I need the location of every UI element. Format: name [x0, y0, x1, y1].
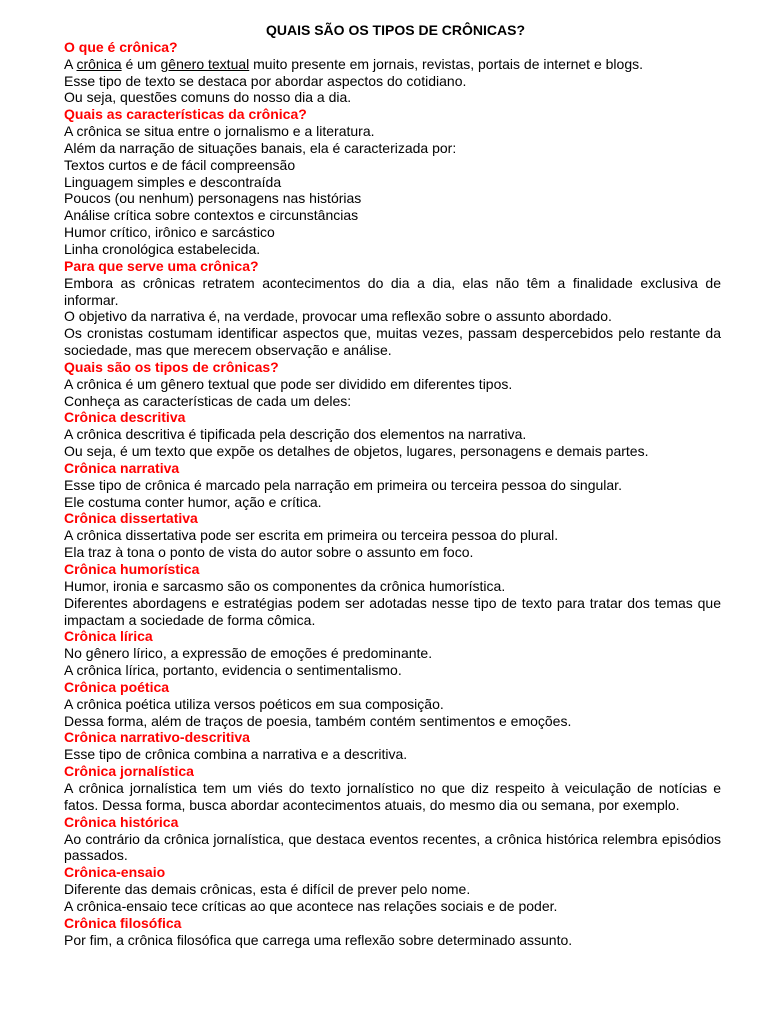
section-heading: O que é crônica?: [64, 38, 178, 55]
paragraph: A crônica lírica, portanto, evidencia o sentimentalismo.: [64, 662, 402, 679]
paragraph: Humor crítico, irônico e sarcástico: [64, 224, 275, 241]
section: [64, 409, 721, 460]
section-heading: Crônica dissertativa: [64, 510, 198, 527]
paragraph: A crônica é um gênero textual que pode ser dividido em diferentes tipos.: [64, 375, 513, 392]
paragraph: Além da narração de situações banais, ela é caracterizada por:: [64, 139, 457, 156]
section: [64, 763, 721, 814]
paragraph: Diferentes abordagens e estratégias podem ser adotadas nesse tipo de texto para tratar dos temas que impactam a sociedade de forma cômica.: [64, 594, 721, 628]
paragraph: A crônica se situa entre o jornalismo e a literatura.: [64, 123, 375, 140]
section: [64, 510, 721, 561]
paragraph: A crônica poética utiliza versos poéticos em sua composição.: [64, 695, 444, 712]
section-heading: Para que serve uma crônica?: [64, 257, 259, 274]
paragraph: Ele costuma conter humor, ação e crítica.: [64, 493, 322, 510]
section: [64, 915, 721, 949]
paragraph: O objetivo da narrativa é, na verdade, provocar uma reflexão sobre o assunto abordado.: [64, 308, 612, 325]
section-heading: Quais são os tipos de crônicas?: [64, 358, 279, 375]
section-heading: Crônica narrativo-descritiva: [64, 729, 250, 746]
section-heading: Crônica narrativa: [64, 459, 180, 476]
paragraph: Por fim, a crônica filosófica que carrega uma reflexão sobre determinado assunto.: [64, 931, 573, 948]
paragraph: Ela traz à tona o ponto de vista do autor sobre o assunto em foco.: [64, 544, 474, 561]
section-heading: Crônica descritiva: [64, 409, 186, 426]
intro-first-line: [64, 56, 721, 73]
paragraph: A crônica descritiva é tipificada pela descrição dos elementos na narrativa.: [64, 426, 527, 443]
section-heading: Crônica humorística: [64, 561, 200, 577]
section-intro: [64, 39, 721, 106]
paragraph: Linguagem simples e descontraída: [64, 173, 282, 190]
paragraph: Diferente das demais crônicas, esta é difícil de prever pelo nome.: [64, 881, 471, 898]
paragraph: Conheça as características de cada um deles:: [64, 392, 352, 409]
paragraph: Esse tipo de texto se destaca por abordar aspectos do cotidiano.: [64, 72, 467, 89]
paragraph: Embora as crônicas retratem acontecimentos do dia a dia, elas não têm a finalidade exclusiva de informar.: [64, 274, 721, 308]
paragraph: Esse tipo de crônica combina a narrativa e a descritiva.: [64, 746, 408, 763]
text-span: muito presente em jornais, revistas, portais de internet e blogs.: [249, 55, 643, 72]
section: [64, 729, 721, 763]
paragraph: A crônica dissertativa pode ser escrita em primeira ou terceira pessoa do plural.: [64, 527, 559, 544]
paragraph: Ou seja, é um texto que expõe os detalhes de objetos, lugares, personagens e demais partes.: [64, 443, 649, 460]
paragraph: Ou seja, questões comuns do nosso dia a dia.: [64, 89, 352, 106]
paragraph: No gênero lírico, a expressão de emoções é predominante.: [64, 645, 433, 662]
paragraph: Linha cronológica estabelecida.: [64, 240, 261, 257]
section: [64, 359, 721, 410]
sections-container: [64, 106, 721, 948]
paragraph: A crônica jornalística tem um viés do texto jornalístico no que diz respeito à veiculação de notícias e fatos. Dessa forma, busca abordar acontecimentos atuais, do mesmo dia ou semana, por exemplo.: [64, 779, 721, 813]
section-heading: Crônica histórica: [64, 813, 179, 830]
section-heading: Quais as características da crônica?: [64, 106, 307, 123]
paragraph: Poucos (ou nenhum) personagens nas histórias: [64, 190, 362, 207]
text-span: A: [64, 55, 77, 72]
text-span: é um: [121, 55, 161, 72]
cronica-link[interactable]: crônica: [76, 55, 122, 72]
section: [64, 106, 721, 258]
document-title: QUAIS SÃO OS TIPOS DE CRÔNICAS?: [265, 22, 526, 38]
section: [64, 561, 721, 628]
paragraph: Os cronistas costumam identificar aspectos que, muitas vezes, passam despercebidos pelo restante da sociedade, mas que merecem observação e análise.: [64, 325, 721, 359]
section: [64, 460, 721, 511]
section-heading: Crônica-ensaio: [64, 864, 166, 881]
paragraph: Humor, ironia e sarcasmo são os componentes da crônica humorística.: [64, 577, 506, 594]
section-heading: Crônica lírica: [64, 628, 153, 645]
genero-textual-link[interactable]: gênero textual: [160, 55, 250, 72]
section: [64, 864, 721, 915]
paragraph: Ao contrário da crônica jornalística, que destaca eventos recentes, a crônica histórica relembra episódios passados.: [64, 830, 721, 864]
paragraph: Textos curtos e de fácil compreensão: [64, 156, 296, 173]
paragraph: Análise crítica sobre contextos e circunstâncias: [64, 207, 359, 224]
section: [64, 628, 721, 679]
paragraph: Dessa forma, além de traços de poesia, também contém sentimentos e emoções.: [64, 712, 572, 729]
section-heading: Crônica poética: [64, 678, 170, 695]
section: [64, 814, 721, 865]
section: [64, 679, 721, 730]
section-heading: Crônica filosófica: [64, 914, 182, 931]
section-heading: Crônica jornalística: [64, 763, 194, 780]
paragraph: Esse tipo de crônica é marcado pela narração em primeira ou terceira pessoa do singular.: [64, 476, 622, 493]
section: [64, 258, 721, 359]
paragraph: A crônica-ensaio tece críticas ao que acontece nas relações sociais e de poder.: [64, 897, 558, 914]
